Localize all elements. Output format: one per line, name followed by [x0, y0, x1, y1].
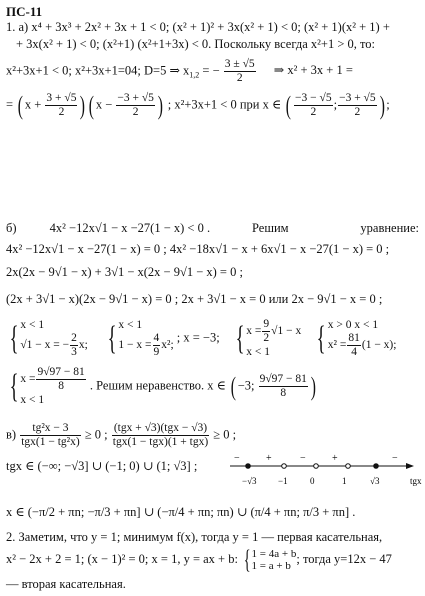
fraction-roots-num: 3 ± √5	[224, 58, 255, 70]
paren-open-4: (	[230, 371, 236, 401]
system-brace-3: {	[235, 319, 245, 357]
axis-point-label: −1	[278, 476, 288, 486]
task2-system-1: 1 = 4a + b	[251, 548, 297, 560]
fraction-b	[116, 92, 155, 119]
taskv-rel-2: ≥ 0 ;	[213, 427, 237, 442]
system-1-a: x < 1	[20, 319, 45, 331]
taskb-line1	[6, 222, 419, 235]
system-4-frac	[347, 332, 361, 359]
fraction-roots	[224, 58, 256, 85]
taskb-result-text: . Решим неравенство. x ∈	[89, 378, 226, 393]
system-4-b: x² =	[327, 339, 347, 352]
system-2-frac-den: 9	[153, 346, 160, 358]
axis-point-label: 1	[342, 476, 347, 486]
taskb-result-left: −3;	[237, 378, 255, 393]
task1-line2: + 3x(x² + 1) < 0; (x²+1) (x²+1+3x) < 0. Поскольку всегда x²+1 > 0, то:	[16, 37, 376, 51]
fraction-a-den: 2	[58, 106, 65, 118]
system-5-b: x < 1	[20, 394, 45, 406]
axis-point-label: 0	[310, 476, 315, 486]
system-2-x: x²	[161, 339, 171, 352]
taskb-result-frac	[259, 373, 308, 400]
axis-sign: −	[300, 453, 306, 464]
task1-line4: = ( x + $\frac{3 + √5}{2}$ ) ( x − $\frac{-3 + √5}{2}$ ) ; x²+3x+1 < 0 при x ∈ ( $\frac{-3 - √5}{2}$ ; $\frac{-3 + √5}{2}$ ) ;	[6, 90, 390, 120]
system-2-frac	[153, 332, 161, 359]
task1-line3-text: x²+3x+1 < 0; x²+3x+1=04; D=5 ⇒ x	[6, 63, 190, 78]
fraction-d-den: 2	[354, 106, 361, 118]
fraction-a	[45, 92, 77, 119]
axis-point	[282, 464, 287, 469]
system-4-rhs: (1 − x)	[361, 339, 394, 352]
task2-line2-tail: ; тогда y=12x − 47	[296, 551, 392, 566]
system-brace-4: {	[317, 319, 327, 357]
axis-sign: +	[266, 453, 272, 464]
task2-system	[252, 548, 297, 572]
system-2: x < 1 1 − x = $\frac{4}{9}$ x²;	[118, 319, 174, 358]
system-1-b: √1 − x = −	[20, 339, 70, 352]
axis-point-label: −√3	[242, 476, 257, 486]
taskv-line2: tgx ∈ (−∞; −√3] ∪ (−1; 0) ∪ (1; √3] ;	[6, 459, 198, 473]
axis-signs	[234, 453, 398, 464]
taskb-systems-row	[6, 318, 396, 359]
taskb-result-row	[6, 366, 318, 407]
taskb-line2: 4x² −12x√1 − x −27(1 − x) = 0 ; 4x² −18x√1 − x + 6x√1 − x −27(1 − x) = 0 ;	[6, 242, 390, 256]
task1-line1: 1. а) x⁴ + 3x³ + 2x² + 3x + 1 < 0; (x² + 1)² + 3x(x² + 1) < 0; (x² + 1)(x² + 1) +	[6, 20, 390, 34]
system-5-frac-den: 8	[58, 380, 64, 392]
fraction-a-num: 3 + √5	[46, 92, 77, 104]
system-3-frac	[262, 318, 270, 345]
task1-line3-sub: 1,2	[189, 70, 200, 80]
task2-system-2: 1 = a + b	[251, 560, 291, 572]
taskv-frac-1	[20, 422, 80, 449]
task1-line3-eq: = −	[202, 63, 220, 78]
axis-var-label: tgx	[410, 476, 422, 486]
taskv-frac-1-num: tg²x − 3	[20, 422, 80, 436]
system-4-a: x > 0 x < 1	[327, 319, 379, 331]
axis-points	[242, 464, 380, 486]
sign-chart	[226, 452, 422, 492]
system-3-frac-num: 9	[263, 318, 270, 330]
system-2-b: 1 − x =	[118, 339, 152, 352]
system-3-c: x < 1	[246, 346, 271, 358]
taskv-frac-2-num: (tgx + √3)(tgx − √3)	[112, 422, 209, 436]
paren-close-1: )	[80, 90, 86, 120]
task2-line3: — вторая касательная.	[6, 577, 126, 591]
task1-line4-mid: ; x²+3x+1 < 0 при x ∈	[167, 97, 282, 112]
system-5-frac-num: 9√97 − 81	[37, 366, 85, 378]
paren-open-1: (	[17, 90, 24, 120]
fraction-b-num: −3 + √5	[117, 92, 154, 104]
fraction-c	[294, 92, 333, 119]
taskb-label: б)	[6, 221, 17, 235]
axis-sign: −	[392, 453, 398, 464]
system-1-x: x	[78, 339, 85, 352]
axis-point-label: √3	[370, 476, 380, 486]
task2-line2-text: x² − 2x + 2 = 1; (x − 1)² = 0; x = 1, y = ax + b:	[6, 551, 238, 566]
taskb-result-frac-den: 8	[280, 387, 287, 399]
system-4: x > 0 x < 1 x² = $\frac{81}{4}$ (1 − x);	[327, 319, 397, 358]
taskv-line3: x ∈ (−π/2 + πn; −π/3 + πn] ∪ (−π/4 + πn; πn) ∪ (π/4 + πn; π/3 + πn] .	[6, 505, 356, 519]
system-brace-2: {	[107, 319, 117, 357]
page-title: ПС-11	[6, 4, 43, 19]
task1-line3-tail: ⇒ x² + 3x + 1 =	[273, 63, 353, 78]
taskb-line3: 2x(2x − 9√1 − x) + 3√1 − x(2x − 9√1 − x) = 0 ;	[6, 265, 243, 279]
system-1-frac	[70, 332, 78, 359]
taskv-frac-2	[112, 422, 209, 449]
taskb-equation: уравнение:	[360, 221, 419, 235]
axis-arrow-icon	[406, 463, 414, 469]
task2-line2	[6, 545, 392, 574]
system-3	[246, 318, 301, 359]
paren-open-3: (	[286, 90, 292, 120]
fraction-roots-den: 2	[236, 72, 243, 84]
taskb-result-frac-num: 9√97 − 81	[259, 373, 307, 385]
taskv-label: в)	[6, 427, 17, 442]
task2-line1: 2. Заметим, что y = 1; минимум f(x), тогда y = 1 — первая касательная,	[6, 530, 383, 544]
fraction-b-den: 2	[132, 106, 139, 118]
system-2-a: x < 1	[118, 319, 143, 331]
axis-sign: −	[234, 453, 240, 464]
system-3-root: √1 − x	[271, 325, 302, 338]
paren-close-4: )	[310, 371, 316, 401]
system-1: x < 1 √1 − x = − $\frac{2}{3}$ x;	[20, 319, 88, 358]
system-2-frac-num: 4	[153, 332, 160, 344]
fraction-d	[338, 92, 377, 119]
taskb-inequality: 4x² −12x√1 − x −27(1 − x) < 0 .	[49, 221, 211, 235]
system-5-a: x =	[20, 373, 36, 386]
system-4-frac-den: 4	[351, 346, 357, 358]
taskv-line1	[6, 422, 236, 449]
axis-point	[346, 464, 351, 469]
paren-close-2: )	[157, 90, 163, 120]
task1-line4-eq: =	[6, 97, 14, 112]
fraction-d-num: −3 + √5	[339, 92, 376, 104]
axis-point	[246, 464, 251, 469]
paren-open-2: (	[88, 90, 95, 120]
fraction-c-num: −3 − √5	[295, 92, 332, 104]
task1-line3	[6, 58, 353, 85]
system-4-frac-num: 81	[348, 332, 360, 344]
fraction-c-den: 2	[310, 106, 317, 118]
axis-point	[314, 464, 319, 469]
system-5	[20, 366, 86, 407]
system-3-a: x =	[246, 325, 262, 338]
taskb-line4: (2x + 3√1 − x)(2x − 9√1 − x) = 0 ; 2x + 3√1 − x = 0 или 2x − 9√1 − x = 0 ;	[6, 292, 383, 306]
system-1-frac-den: 3	[71, 346, 77, 358]
taskv-frac-1-den: tgx(1 − tg²x)	[21, 436, 80, 448]
taskv-rel-1: ≥ 0 ;	[84, 427, 108, 442]
task1-line4-end: ;	[386, 97, 390, 112]
axis-point	[374, 464, 379, 469]
system-brace-5: {	[9, 367, 19, 405]
system-3-frac-den: 2	[263, 332, 270, 344]
axis-sign: +	[332, 453, 338, 464]
system-brace-1: {	[9, 319, 19, 357]
system-1-frac-num: 2	[71, 332, 77, 344]
taskv-frac-2-den: tgx(1 − tgx)(1 + tgx)	[112, 436, 209, 448]
taskb-solve: Решим	[252, 221, 289, 235]
system-5-frac	[36, 366, 85, 393]
taskb-mid: ; x = −3;	[176, 330, 220, 345]
task2-brace: {	[243, 545, 251, 574]
paren-close-3: )	[379, 90, 385, 120]
